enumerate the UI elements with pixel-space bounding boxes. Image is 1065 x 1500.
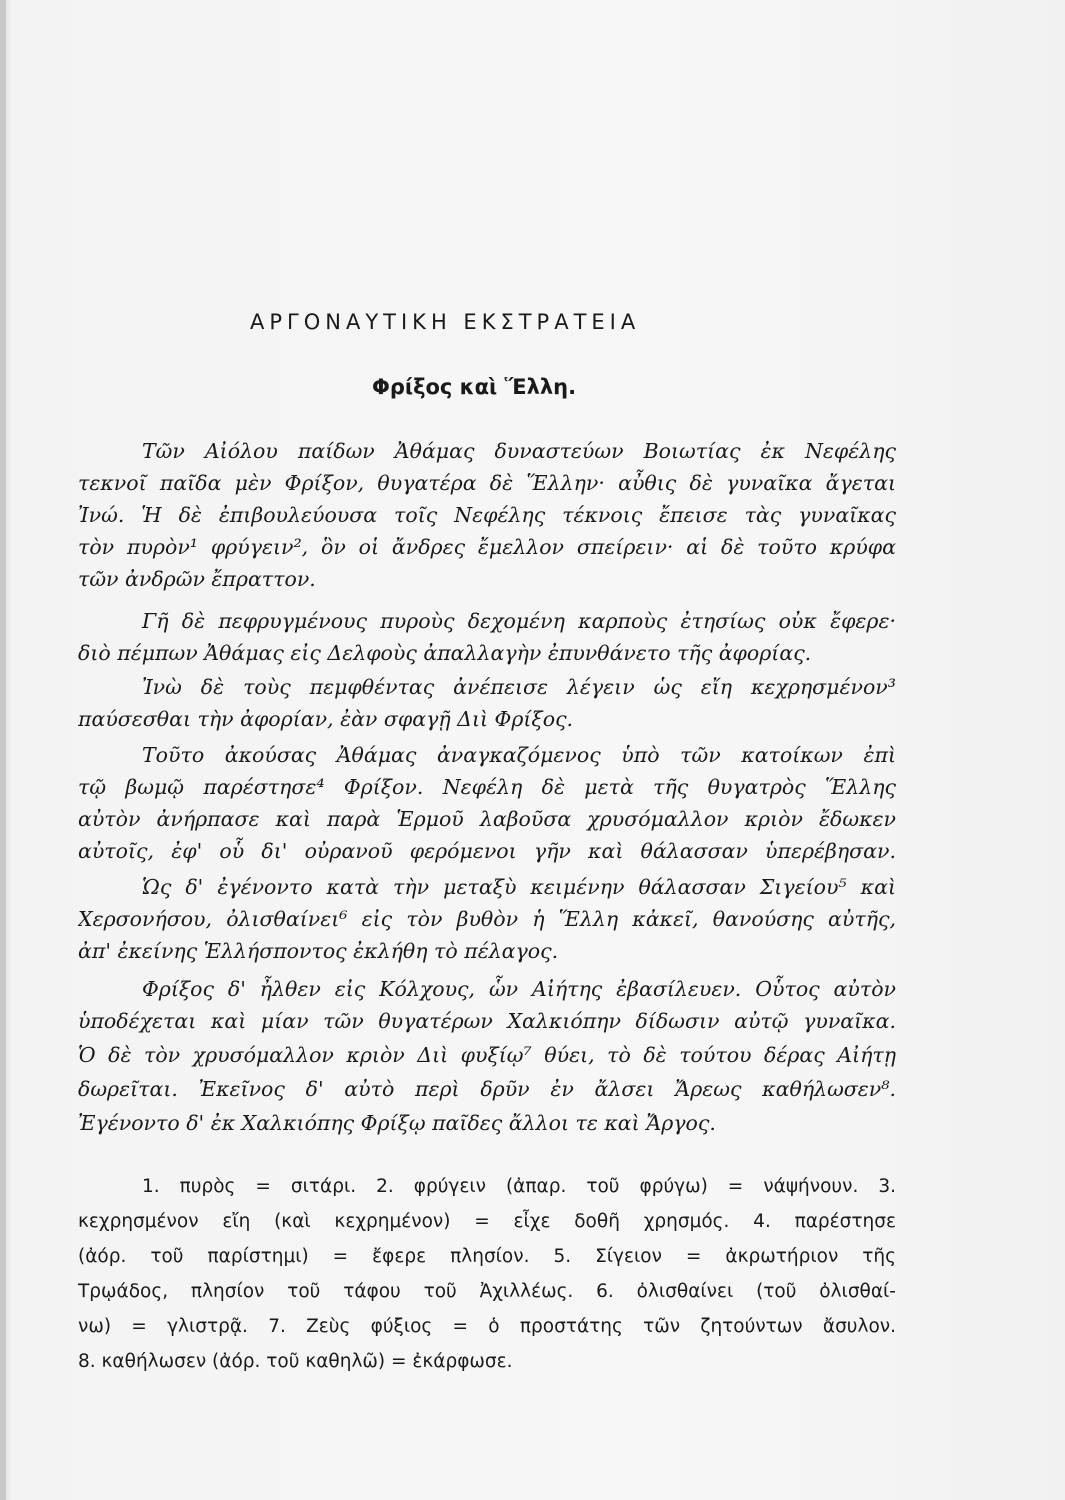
footnote-line: (ἀόρ. τοῦ παρίστημι) = ἔφερε πλησίον. 5. Σίγειον = ἀκρωτήριον τῆς — [78, 1246, 896, 1267]
text-line: Ὁ δὲ τὸν χρυσόμαλλον κριὸν Διὶ φυξίῳ⁷ θύει, τὸ δὲ τούτου δέρας Αἰήτῃ — [78, 1043, 896, 1067]
text-line: Τοῦτο ἀκούσας Ἀθάμας ἀναγκαζόμενος ὑπὸ τῶν κατοίκων ἐπὶ — [142, 743, 896, 767]
footnote-line: Τρῳάδος, πλησίον τοῦ τάφου τοῦ Ἀχιλλέως. 6. ὀλισθαίνει (τοῦ ὀλισθαί- — [78, 1281, 896, 1302]
text-line: Ὡς δ' ἐγένοντο κατὰ τὴν μεταξὺ κειμένην θάλασσαν Σιγείου⁵ καὶ — [142, 875, 896, 899]
text-line: Χερσονήσου, ὀλισθαίνει⁶ εἰς τὸν βυθὸν ἡ Ἕλλη κἀκεῖ, θανούσης αὐτῆς, — [78, 907, 896, 931]
text-line: τεκνοῖ παῖδα μὲν Φρίξον, θυγατέρα δὲ Ἕλλην· αὖθις δὲ γυναῖκα ἄγεται — [78, 471, 896, 495]
text-line: Ἐγένοντο δ' ἐκ Χαλκιόπης Φρίξῳ παῖδες ἄλλοι τε καὶ Ἄργος. — [78, 1111, 716, 1135]
page-edge-shadow — [0, 0, 6, 1500]
text-line: ὑποδέχεται καὶ μίαν τῶν θυγατέρων Χαλκιόπην δίδωσιν αὐτῷ γυναῖκα. — [78, 1009, 896, 1033]
footnote-line: 1. πυρὸς = σιτάρι. 2. φρύγειν (ἀπαρ. τοῦ φρύγω) = νάψήνουν. 3. — [142, 1176, 896, 1197]
footnote-line: νω) = γλιστρᾷ. 7. Ζεὺς φύξιος = ὁ προστάτης τῶν ζητούντων ἄσυλον. — [78, 1316, 896, 1337]
text-line: Ἰνώ. Ἡ δὲ ἐπιβουλεύουσα τοῖς Νεφέλης τέκνοις ἔπεισε τὰς γυναῖκας — [78, 503, 896, 527]
text-line: τῷ βωμῷ παρέστησε⁴ Φρίξον. Νεφέλη δὲ μετὰ τῆς θυγατρὸς Ἕλλης — [78, 775, 896, 799]
text-line: ἀπ' ἐκείνης Ἑλλήσποντος ἐκλήθη τὸ πέλαγος. — [78, 939, 559, 963]
text-line: δωρεῖται. Ἐκεῖνος δ' αὐτὸ περὶ δρῦν ἐν ἄλσει Ἄρεως καθήλωσεν⁸. — [78, 1077, 896, 1101]
text-line: αὐτὸν ἀνήρπασε καὶ παρὰ Ἑρμοῦ λαβοῦσα χρυσόμαλλον κριὸν ἔδωκεν — [78, 807, 896, 831]
text-line: αὐτοῖς, ἐφ' οὗ δι' οὐρανοῦ φερόμενοι γῆν καὶ θάλασσαν ὑπερέβησαν. — [78, 839, 896, 863]
text-line: Ἰνὼ δὲ τοὺς πεμφθέντας ἀνέπεισε λέγειν ὡς εἴη κεχρησμένον³ — [142, 675, 896, 699]
footnote-line: 8. καθήλωσεν (ἀόρ. τοῦ καθηλῶ) = ἐκάρφωσε. — [78, 1351, 513, 1372]
text-line: τὸν πυρὸν¹ φρύγειν², ὃν οἱ ἄνδρες ἔμελλον σπείρειν· αἱ δὲ τοῦτο κρύφα — [78, 535, 896, 559]
text-line: Τῶν Αἰόλου παίδων Ἀθάμας δυναστεύων Βοιωτίας ἐκ Νεφέλης — [142, 439, 896, 463]
text-line: Γῆ δὲ πεφρυγμένους πυροὺς δεχομένη καρποὺς ἐτησίως οὐκ ἔφερε· — [142, 609, 896, 633]
text-line: διὸ πέμπων Ἀθάμας εἰς Δελφοὺς ἀπαλλαγὴν ἐπυνθάνετο τῆς ἀφορίας. — [78, 641, 812, 665]
text-line: Φρίξος δ' ἦλθεν εἰς Κόλχους, ὧν Αἰήτης ἐβασίλευεν. Οὗτος αὐτὸν — [142, 977, 896, 1001]
text-line: παύσεσθαι τὴν ἀφορίαν, ἐὰν σφαγῇ Διὶ Φρίξος. — [78, 707, 574, 731]
text-line: τῶν ἀνδρῶν ἔπραττον. — [78, 567, 316, 591]
chapter-title: ΑΡΓΟΝΑΥΤΙΚΗ ΕΚΣΤΡΑΤΕΙΑ — [250, 310, 641, 334]
section-title: Φρίξος καὶ Ἕλλη. — [372, 375, 577, 399]
footnote-line: κεχρησμένον εἴη (καὶ κεχρημένον) = εἶχε δοθῆ χρησμός. 4. παρέστησε — [78, 1211, 896, 1232]
